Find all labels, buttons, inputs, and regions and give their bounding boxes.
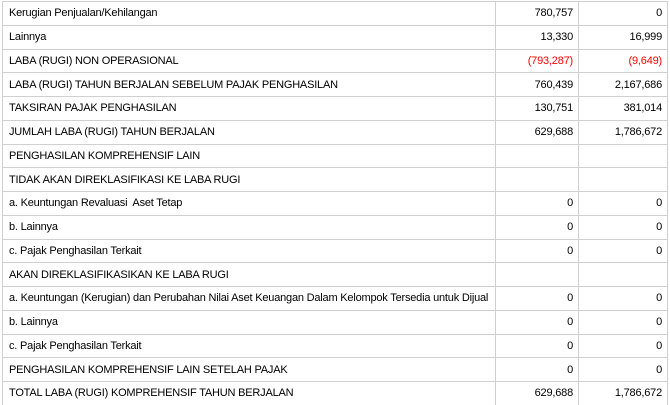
- value-col-1: 629,688: [496, 121, 579, 144]
- table-row: [3, 335, 668, 359]
- table-row: [3, 121, 668, 145]
- table-row: [3, 26, 668, 50]
- row-label: TAKSIRAN PAJAK PENGHASILAN: [3, 97, 496, 120]
- table-row: [3, 2, 668, 26]
- value-col-2: 0: [579, 2, 668, 25]
- value-col-2: 2,167,686: [579, 73, 668, 96]
- row-label: AKAN DIREKLASIFIKASIKAN KE LABA RUGI: [3, 263, 496, 286]
- table-row: [3, 168, 668, 192]
- row-label: JUMLAH LABA (RUGI) TAHUN BERJALAN: [3, 121, 496, 144]
- value-col-1: 13,330: [496, 26, 579, 49]
- value-col-2: 0: [579, 216, 668, 239]
- value-col-1: 0: [496, 311, 579, 334]
- value-col-1: 780,757: [496, 2, 579, 25]
- value-col-2: 16,999: [579, 26, 668, 49]
- row-label: b. Lainnya: [3, 216, 496, 239]
- row-label: b. Lainnya: [3, 311, 496, 334]
- value-col-1: [496, 145, 579, 168]
- value-col-2: 0: [579, 311, 668, 334]
- row-label: Kerugian Penjualan/Kehilangan: [3, 2, 496, 25]
- row-label: LABA (RUGI) NON OPERASIONAL: [3, 50, 496, 73]
- table-row: [3, 192, 668, 216]
- value-col-2: [579, 168, 668, 191]
- row-label: a. Keuntungan Revaluasi Aset Tetap: [3, 192, 496, 215]
- value-col-2: (9,649): [579, 50, 668, 73]
- value-col-2: 1,786,672: [579, 121, 668, 144]
- value-col-2: 0: [579, 192, 668, 215]
- table-row: [3, 263, 668, 287]
- table-row: [3, 358, 668, 382]
- table-row: [3, 50, 668, 74]
- value-col-2: [579, 145, 668, 168]
- row-label: a. Keuntungan (Kerugian) dan Perubahan Nilai Aset Keuangan Dalam Kelompok Tersedia untuk Dijual: [3, 287, 496, 310]
- table-row: [3, 287, 668, 311]
- row-label: c. Pajak Penghasilan Terkait: [3, 335, 496, 358]
- table-row: [3, 145, 668, 169]
- value-col-1: (793,287): [496, 50, 579, 73]
- table-row: [3, 216, 668, 240]
- value-col-2: 0: [579, 287, 668, 310]
- value-col-2: 0: [579, 358, 668, 381]
- value-col-1: 0: [496, 240, 579, 263]
- table-row: [3, 240, 668, 264]
- value-col-2: 0: [579, 335, 668, 358]
- row-label: PENGHASILAN KOMPREHENSIF LAIN: [3, 145, 496, 168]
- row-label: Lainnya: [3, 26, 496, 49]
- row-label: TIDAK AKAN DIREKLASIFIKASI KE LABA RUGI: [3, 168, 496, 191]
- value-col-1: 0: [496, 287, 579, 310]
- value-col-1: 0: [496, 335, 579, 358]
- value-col-2: 0: [579, 240, 668, 263]
- value-col-2: 381,014: [579, 97, 668, 120]
- row-label: TOTAL LABA (RUGI) KOMPREHENSIF TAHUN BERJALAN: [3, 382, 496, 405]
- value-col-1: [496, 168, 579, 191]
- value-col-1: 0: [496, 192, 579, 215]
- value-col-2: [579, 263, 668, 286]
- table-row: [3, 73, 668, 97]
- table-row: [3, 311, 668, 335]
- value-col-1: 0: [496, 358, 579, 381]
- value-col-1: 130,751: [496, 97, 579, 120]
- value-col-2: 1,786,672: [579, 382, 668, 405]
- value-col-1: [496, 263, 579, 286]
- row-label: PENGHASILAN KOMPREHENSIF LAIN SETELAH PAJAK: [3, 358, 496, 381]
- table-row: [3, 97, 668, 121]
- value-col-1: 0: [496, 216, 579, 239]
- table-row: [3, 382, 668, 405]
- row-label: c. Pajak Penghasilan Terkait: [3, 240, 496, 263]
- value-col-1: 760,439: [496, 73, 579, 96]
- row-label: LABA (RUGI) TAHUN BERJALAN SEBELUM PAJAK PENGHASILAN: [3, 73, 496, 96]
- value-col-1: 629,688: [496, 382, 579, 405]
- financial-statement-table: [2, 1, 668, 405]
